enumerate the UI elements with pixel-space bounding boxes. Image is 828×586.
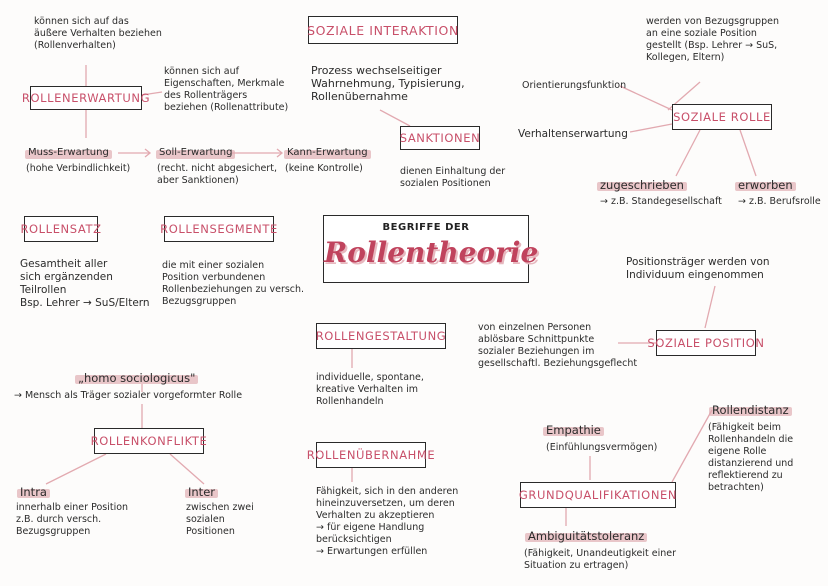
grundqualifikationen-box: GRUNDQUALIFIKATIONEN [520,482,676,508]
rollendistanz-label: Rollendistanz [712,403,789,417]
erwartung-verhalten-text: können sich auf das äußere Verhalten beziehen (Rollenverhalten) [34,16,162,51]
connector-rolle-zugeschrieben [676,130,700,176]
center-title-box [323,215,539,283]
soziale-rolle-box: SOZIALE ROLLE [672,104,772,130]
rollensegmente-box: ROLLENSEGMENTE [164,216,274,242]
rollensegmente-desc: die mit einer sozialen Position verbundenen Rollenbeziehungen zu versch. Bezugsgruppen [162,260,305,307]
interaktion-desc: Prozess wechselseitiger Wahrnehmung, Typisierung, Rollenübernahme [311,64,465,103]
erworben-label: erworben [738,178,793,192]
rollenuebernahme-box: ROLLENÜBERNAHME [316,442,426,468]
rollendistanz-desc: (Fähigkeit beim Rollenhandeln die eigene Rolle distanzierend und reflektierend zu betrachten) [708,422,794,493]
intra-desc: innerhalb einer Position z.B. durch versch. Bezugsgruppen [16,502,129,537]
rollengestaltung-desc: individuelle, spontane, kreative Verhalten im Rollenhandeln [316,372,424,407]
soziale-position-box: SOZIALE POSITION [656,330,756,356]
ambiguitaetstoleranz-label: Ambiguitätstoleranz [528,529,645,543]
soll-erwartung-label: Soll-Erwartung [159,147,233,158]
muss-erwartung-desc: (hohe Verbindlichkeit) [26,163,131,174]
soll-erwartung-desc: (recht. nicht abgesichert, aber Sanktionen) [157,163,277,186]
connector-grund-distanz [672,410,712,482]
inter-label: Inter [188,485,215,499]
kann-erwartung-desc: (keine Kontrolle) [285,163,363,174]
connector-interaktion-sanktionen [380,110,410,126]
zugeschrieben-label: zugeschrieben [600,178,684,192]
soziale-interaktion-box: SOZIALE INTERAKTION [308,16,458,44]
empathie-desc: (Einfühlungsvermögen) [546,442,658,453]
rollenerwartung-box: ROLLENERWARTUNG [30,86,142,110]
homo-sociologicus-label: „homo sociologicus" [78,371,196,385]
sanktionen-desc: dienen Einhaltung der sozialen Positionen [400,166,506,189]
muss-erwartung-label: Muss-Erwartung [28,147,109,158]
center-subtitle: BEGRIFFE DER [382,222,470,233]
positionstraeger-text: Positionsträger werden von Individuum eingenommen [626,256,770,281]
homo-sociologicus-desc: → Mensch als Träger sozialer vorgeformter Rolle [14,390,243,401]
rollenuebernahme-desc: Fähigkeit, sich in den anderen hineinzuversetzen, um deren Verhalten zu akzeptieren → für eigene Handlung berücksichtigen → Erwartungen erfüllen [316,486,459,557]
erworben-beispiel: → z.B. Berufsrolle [738,196,821,207]
empathie-label: Empathie [546,423,601,437]
connector-konflikte-intra [46,454,106,484]
connector-rolle-orientierung [620,86,672,110]
verhaltenserwartung-text: Verhaltenserwartung [518,128,628,140]
rollenkonflikte-box: ROLLENKONFLIKTE [94,428,204,454]
inter-desc: zwischen zwei sozialen Positionen [186,502,254,537]
connector-rolle-erworben [740,130,756,176]
erwartung-attribute-text: können sich auf Eigenschaften, Merkmale des Rollenträgers beziehen (Rollenattribute) [164,66,289,113]
connector-positionstraeger-position [705,286,715,328]
rollensatz-box: ROLLENSATZ [24,216,98,242]
center-title: Rollentheorie [324,236,539,269]
connector-konflikte-inter [170,454,204,484]
rollensatz-desc: Gesamtheit aller sich ergänzenden Teilrollen Bsp. Lehrer → SuS/Eltern [20,258,150,309]
ambiguitaetstoleranz-desc: (Fähigkeit, Unandeutigkeit einer Situation zu ertragen) [524,548,676,571]
bezugsgruppen-text: werden von Bezugsgruppen an eine soziale Position gestellt (Bsp. Lehrer → SuS, Kollegen, Eltern) [646,16,779,63]
zugeschrieben-beispiel: → z.B. Standegesellschaft [600,196,722,207]
rollengestaltung-box: ROLLENGESTALTUNG [316,323,446,349]
sanktionen-box: SANKTIONEN [400,126,480,150]
connector-rolle-verhalten [630,124,672,132]
orientierungsfunktion-text: Orientierungsfunktion [522,80,627,91]
intra-label: Intra [20,485,47,499]
position-desc: von einzelnen Personen ablösbare Schnittpunkte sozialer Beziehungen im gesellschaftl. Beziehungsgeflecht [478,322,638,369]
kann-erwartung-label: Kann-Erwartung [287,147,368,158]
